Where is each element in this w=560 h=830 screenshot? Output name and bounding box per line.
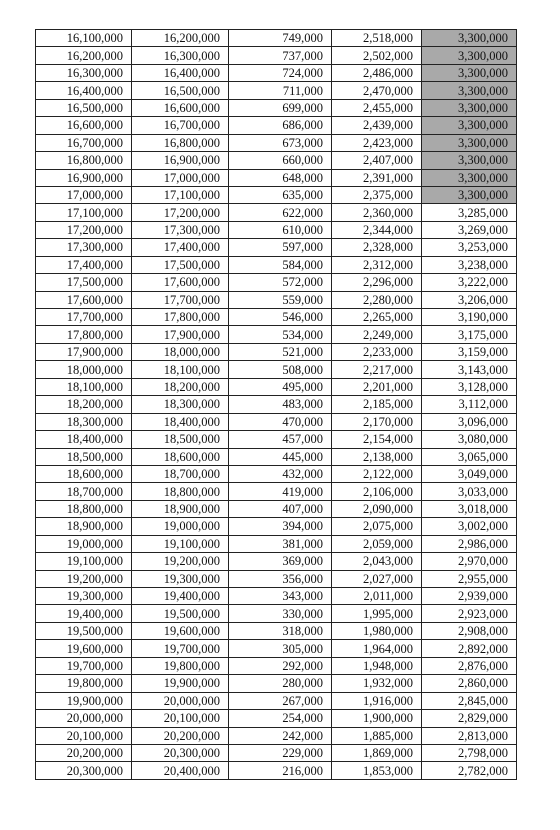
amount-2-cell: 2,296,000 xyxy=(332,274,422,291)
amount-cell: 495,000 xyxy=(229,378,332,395)
amount-cell: 470,000 xyxy=(229,413,332,430)
table-row xyxy=(36,431,517,448)
amount-3-cell: 3,033,000 xyxy=(422,483,517,500)
range-from-cell: 16,800,000 xyxy=(36,152,132,169)
table-row xyxy=(36,553,517,570)
value-table xyxy=(35,29,517,780)
amount-3-cell: 2,908,000 xyxy=(422,622,517,639)
range-to-cell: 20,100,000 xyxy=(132,710,229,727)
amount-3-cell: 2,955,000 xyxy=(422,570,517,587)
amount-3-cell: 3,080,000 xyxy=(422,431,517,448)
range-from-cell: 16,600,000 xyxy=(36,117,132,134)
range-to-cell: 20,200,000 xyxy=(132,727,229,744)
range-from-cell: 16,400,000 xyxy=(36,82,132,99)
range-from-cell: 19,300,000 xyxy=(36,588,132,605)
amount-cell: 267,000 xyxy=(229,692,332,709)
range-from-cell: 18,000,000 xyxy=(36,361,132,378)
range-from-cell: 17,500,000 xyxy=(36,274,132,291)
table-row xyxy=(36,622,517,639)
range-to-cell: 17,100,000 xyxy=(132,186,229,203)
amount-3-cell: 3,300,000 xyxy=(422,82,517,99)
table-row xyxy=(36,588,517,605)
table-row xyxy=(36,692,517,709)
amount-2-cell: 2,344,000 xyxy=(332,221,422,238)
amount-3-cell: 2,829,000 xyxy=(422,710,517,727)
amount-cell: 305,000 xyxy=(229,640,332,657)
range-from-cell: 16,200,000 xyxy=(36,47,132,64)
range-to-cell: 16,900,000 xyxy=(132,152,229,169)
range-from-cell: 17,600,000 xyxy=(36,291,132,308)
amount-3-cell: 3,159,000 xyxy=(422,343,517,360)
amount-cell: 457,000 xyxy=(229,431,332,448)
range-to-cell: 18,300,000 xyxy=(132,396,229,413)
range-to-cell: 17,700,000 xyxy=(132,291,229,308)
amount-2-cell: 1,900,000 xyxy=(332,710,422,727)
amount-cell: 216,000 xyxy=(229,762,332,779)
amount-3-cell: 3,002,000 xyxy=(422,518,517,535)
amount-3-cell: 3,206,000 xyxy=(422,291,517,308)
range-to-cell: 19,400,000 xyxy=(132,588,229,605)
range-to-cell: 18,600,000 xyxy=(132,448,229,465)
range-to-cell: 17,900,000 xyxy=(132,326,229,343)
range-from-cell: 17,200,000 xyxy=(36,221,132,238)
range-from-cell: 19,000,000 xyxy=(36,535,132,552)
amount-2-cell: 2,122,000 xyxy=(332,465,422,482)
table-row xyxy=(36,762,517,779)
amount-cell: 584,000 xyxy=(229,256,332,273)
amount-cell: 622,000 xyxy=(229,204,332,221)
table-row xyxy=(36,500,517,517)
amount-2-cell: 1,980,000 xyxy=(332,622,422,639)
table-row xyxy=(36,326,517,343)
table-row xyxy=(36,186,517,203)
table-row xyxy=(36,535,517,552)
range-from-cell: 20,000,000 xyxy=(36,710,132,727)
amount-3-cell: 3,300,000 xyxy=(422,47,517,64)
range-to-cell: 19,300,000 xyxy=(132,570,229,587)
amount-2-cell: 2,233,000 xyxy=(332,343,422,360)
range-from-cell: 19,400,000 xyxy=(36,605,132,622)
range-from-cell: 19,800,000 xyxy=(36,675,132,692)
table-row xyxy=(36,169,517,186)
range-from-cell: 18,700,000 xyxy=(36,483,132,500)
range-from-cell: 16,100,000 xyxy=(36,30,132,47)
amount-2-cell: 2,170,000 xyxy=(332,413,422,430)
amount-3-cell: 3,238,000 xyxy=(422,256,517,273)
range-from-cell: 20,100,000 xyxy=(36,727,132,744)
table-row xyxy=(36,274,517,291)
table-row xyxy=(36,82,517,99)
range-to-cell: 16,200,000 xyxy=(132,30,229,47)
range-to-cell: 16,700,000 xyxy=(132,117,229,134)
amount-cell: 280,000 xyxy=(229,675,332,692)
table-row xyxy=(36,134,517,151)
amount-cell: 521,000 xyxy=(229,343,332,360)
range-from-cell: 19,200,000 xyxy=(36,570,132,587)
table-row xyxy=(36,413,517,430)
table-row xyxy=(36,518,517,535)
table-row xyxy=(36,30,517,47)
range-from-cell: 19,600,000 xyxy=(36,640,132,657)
table-row xyxy=(36,605,517,622)
amount-cell: 572,000 xyxy=(229,274,332,291)
range-to-cell: 19,000,000 xyxy=(132,518,229,535)
amount-3-cell: 3,143,000 xyxy=(422,361,517,378)
table-body xyxy=(36,30,517,780)
amount-cell: 407,000 xyxy=(229,500,332,517)
amount-3-cell: 3,065,000 xyxy=(422,448,517,465)
amount-2-cell: 2,375,000 xyxy=(332,186,422,203)
amount-2-cell: 1,916,000 xyxy=(332,692,422,709)
range-to-cell: 17,000,000 xyxy=(132,169,229,186)
range-from-cell: 17,000,000 xyxy=(36,186,132,203)
amount-2-cell: 2,075,000 xyxy=(332,518,422,535)
amount-2-cell: 2,312,000 xyxy=(332,256,422,273)
range-to-cell: 18,400,000 xyxy=(132,413,229,430)
table-row xyxy=(36,361,517,378)
range-to-cell: 16,300,000 xyxy=(132,47,229,64)
amount-3-cell: 2,798,000 xyxy=(422,744,517,761)
amount-cell: 381,000 xyxy=(229,535,332,552)
amount-3-cell: 2,782,000 xyxy=(422,762,517,779)
range-from-cell: 17,300,000 xyxy=(36,239,132,256)
amount-3-cell: 3,190,000 xyxy=(422,309,517,326)
table-row xyxy=(36,570,517,587)
range-to-cell: 19,900,000 xyxy=(132,675,229,692)
amount-3-cell: 3,285,000 xyxy=(422,204,517,221)
table-row xyxy=(36,640,517,657)
range-to-cell: 20,400,000 xyxy=(132,762,229,779)
range-to-cell: 17,800,000 xyxy=(132,309,229,326)
amount-2-cell: 2,090,000 xyxy=(332,500,422,517)
amount-2-cell: 2,059,000 xyxy=(332,535,422,552)
amount-3-cell: 3,300,000 xyxy=(422,99,517,116)
range-to-cell: 18,100,000 xyxy=(132,361,229,378)
range-to-cell: 16,600,000 xyxy=(132,99,229,116)
amount-3-cell: 2,860,000 xyxy=(422,675,517,692)
amount-2-cell: 2,455,000 xyxy=(332,99,422,116)
amount-3-cell: 3,300,000 xyxy=(422,30,517,47)
amount-2-cell: 2,217,000 xyxy=(332,361,422,378)
range-from-cell: 20,300,000 xyxy=(36,762,132,779)
amount-2-cell: 2,502,000 xyxy=(332,47,422,64)
amount-2-cell: 2,249,000 xyxy=(332,326,422,343)
amount-cell: 660,000 xyxy=(229,152,332,169)
amount-2-cell: 2,439,000 xyxy=(332,117,422,134)
amount-cell: 546,000 xyxy=(229,309,332,326)
table-row xyxy=(36,396,517,413)
amount-3-cell: 3,300,000 xyxy=(422,64,517,81)
range-to-cell: 20,300,000 xyxy=(132,744,229,761)
range-from-cell: 17,100,000 xyxy=(36,204,132,221)
amount-2-cell: 2,360,000 xyxy=(332,204,422,221)
amount-2-cell: 2,265,000 xyxy=(332,309,422,326)
table-row xyxy=(36,239,517,256)
amount-cell: 356,000 xyxy=(229,570,332,587)
range-from-cell: 19,700,000 xyxy=(36,657,132,674)
range-to-cell: 18,000,000 xyxy=(132,343,229,360)
amount-2-cell: 2,407,000 xyxy=(332,152,422,169)
amount-cell: 635,000 xyxy=(229,186,332,203)
range-to-cell: 18,700,000 xyxy=(132,465,229,482)
amount-cell: 369,000 xyxy=(229,553,332,570)
amount-3-cell: 2,923,000 xyxy=(422,605,517,622)
amount-2-cell: 1,853,000 xyxy=(332,762,422,779)
amount-cell: 508,000 xyxy=(229,361,332,378)
range-to-cell: 19,500,000 xyxy=(132,605,229,622)
table-row xyxy=(36,291,517,308)
table-row xyxy=(36,256,517,273)
amount-cell: 737,000 xyxy=(229,47,332,64)
amount-cell: 419,000 xyxy=(229,483,332,500)
amount-cell: 559,000 xyxy=(229,291,332,308)
range-from-cell: 18,200,000 xyxy=(36,396,132,413)
table-row xyxy=(36,465,517,482)
amount-3-cell: 2,813,000 xyxy=(422,727,517,744)
amount-2-cell: 2,185,000 xyxy=(332,396,422,413)
amount-3-cell: 3,300,000 xyxy=(422,169,517,186)
range-to-cell: 20,000,000 xyxy=(132,692,229,709)
range-to-cell: 17,400,000 xyxy=(132,239,229,256)
table-row xyxy=(36,117,517,134)
amount-3-cell: 3,175,000 xyxy=(422,326,517,343)
amount-cell: 394,000 xyxy=(229,518,332,535)
amount-cell: 254,000 xyxy=(229,710,332,727)
range-from-cell: 17,400,000 xyxy=(36,256,132,273)
amount-3-cell: 3,128,000 xyxy=(422,378,517,395)
amount-2-cell: 2,518,000 xyxy=(332,30,422,47)
amount-cell: 711,000 xyxy=(229,82,332,99)
range-to-cell: 19,600,000 xyxy=(132,622,229,639)
amount-2-cell: 2,201,000 xyxy=(332,378,422,395)
amount-cell: 534,000 xyxy=(229,326,332,343)
range-from-cell: 19,500,000 xyxy=(36,622,132,639)
range-from-cell: 16,700,000 xyxy=(36,134,132,151)
table-row xyxy=(36,309,517,326)
amount-cell: 483,000 xyxy=(229,396,332,413)
amount-3-cell: 3,269,000 xyxy=(422,221,517,238)
amount-2-cell: 2,486,000 xyxy=(332,64,422,81)
range-from-cell: 16,500,000 xyxy=(36,99,132,116)
amount-3-cell: 3,112,000 xyxy=(422,396,517,413)
table-row xyxy=(36,99,517,116)
amount-3-cell: 2,939,000 xyxy=(422,588,517,605)
amount-2-cell: 1,932,000 xyxy=(332,675,422,692)
range-from-cell: 18,500,000 xyxy=(36,448,132,465)
amount-3-cell: 3,300,000 xyxy=(422,117,517,134)
amount-cell: 749,000 xyxy=(229,30,332,47)
amount-cell: 229,000 xyxy=(229,744,332,761)
range-to-cell: 17,600,000 xyxy=(132,274,229,291)
amount-2-cell: 1,995,000 xyxy=(332,605,422,622)
table-row xyxy=(36,657,517,674)
table-row xyxy=(36,744,517,761)
range-from-cell: 19,100,000 xyxy=(36,553,132,570)
range-from-cell: 20,200,000 xyxy=(36,744,132,761)
amount-cell: 699,000 xyxy=(229,99,332,116)
amount-2-cell: 1,885,000 xyxy=(332,727,422,744)
range-to-cell: 16,500,000 xyxy=(132,82,229,99)
amount-cell: 292,000 xyxy=(229,657,332,674)
range-from-cell: 17,700,000 xyxy=(36,309,132,326)
range-from-cell: 18,800,000 xyxy=(36,500,132,517)
table-row xyxy=(36,152,517,169)
range-to-cell: 17,500,000 xyxy=(132,256,229,273)
range-to-cell: 19,100,000 xyxy=(132,535,229,552)
range-from-cell: 18,600,000 xyxy=(36,465,132,482)
amount-3-cell: 2,892,000 xyxy=(422,640,517,657)
amount-3-cell: 3,018,000 xyxy=(422,500,517,517)
amount-2-cell: 2,106,000 xyxy=(332,483,422,500)
amount-2-cell: 2,391,000 xyxy=(332,169,422,186)
amount-2-cell: 2,423,000 xyxy=(332,134,422,151)
amount-2-cell: 1,948,000 xyxy=(332,657,422,674)
amount-cell: 445,000 xyxy=(229,448,332,465)
table-row xyxy=(36,727,517,744)
amount-3-cell: 3,300,000 xyxy=(422,152,517,169)
range-from-cell: 16,900,000 xyxy=(36,169,132,186)
amount-cell: 673,000 xyxy=(229,134,332,151)
range-to-cell: 17,300,000 xyxy=(132,221,229,238)
amount-3-cell: 3,300,000 xyxy=(422,134,517,151)
amount-2-cell: 2,011,000 xyxy=(332,588,422,605)
amount-2-cell: 1,964,000 xyxy=(332,640,422,657)
table-row xyxy=(36,64,517,81)
amount-cell: 330,000 xyxy=(229,605,332,622)
amount-2-cell: 2,280,000 xyxy=(332,291,422,308)
table-row xyxy=(36,448,517,465)
range-to-cell: 19,800,000 xyxy=(132,657,229,674)
amount-2-cell: 1,869,000 xyxy=(332,744,422,761)
range-to-cell: 18,500,000 xyxy=(132,431,229,448)
range-to-cell: 19,700,000 xyxy=(132,640,229,657)
range-to-cell: 16,800,000 xyxy=(132,134,229,151)
range-from-cell: 17,900,000 xyxy=(36,343,132,360)
amount-cell: 648,000 xyxy=(229,169,332,186)
table-row xyxy=(36,710,517,727)
amount-2-cell: 2,138,000 xyxy=(332,448,422,465)
range-from-cell: 18,300,000 xyxy=(36,413,132,430)
amount-cell: 610,000 xyxy=(229,221,332,238)
amount-2-cell: 2,043,000 xyxy=(332,553,422,570)
amount-cell: 597,000 xyxy=(229,239,332,256)
range-to-cell: 16,400,000 xyxy=(132,64,229,81)
amount-3-cell: 3,222,000 xyxy=(422,274,517,291)
amount-3-cell: 2,970,000 xyxy=(422,553,517,570)
range-to-cell: 18,200,000 xyxy=(132,378,229,395)
amount-3-cell: 2,845,000 xyxy=(422,692,517,709)
amount-cell: 432,000 xyxy=(229,465,332,482)
range-from-cell: 19,900,000 xyxy=(36,692,132,709)
amount-3-cell: 2,986,000 xyxy=(422,535,517,552)
amount-cell: 242,000 xyxy=(229,727,332,744)
amount-3-cell: 3,300,000 xyxy=(422,186,517,203)
table-row xyxy=(36,343,517,360)
amount-2-cell: 2,154,000 xyxy=(332,431,422,448)
table-row xyxy=(36,675,517,692)
amount-2-cell: 2,470,000 xyxy=(332,82,422,99)
amount-cell: 724,000 xyxy=(229,64,332,81)
amount-cell: 318,000 xyxy=(229,622,332,639)
amount-cell: 686,000 xyxy=(229,117,332,134)
range-from-cell: 18,900,000 xyxy=(36,518,132,535)
range-from-cell: 17,800,000 xyxy=(36,326,132,343)
amount-2-cell: 2,328,000 xyxy=(332,239,422,256)
amount-2-cell: 2,027,000 xyxy=(332,570,422,587)
range-to-cell: 18,800,000 xyxy=(132,483,229,500)
amount-3-cell: 3,049,000 xyxy=(422,465,517,482)
amount-3-cell: 3,253,000 xyxy=(422,239,517,256)
amount-cell: 343,000 xyxy=(229,588,332,605)
range-from-cell: 18,400,000 xyxy=(36,431,132,448)
range-to-cell: 19,200,000 xyxy=(132,553,229,570)
table-row xyxy=(36,221,517,238)
range-from-cell: 18,100,000 xyxy=(36,378,132,395)
range-from-cell: 16,300,000 xyxy=(36,64,132,81)
range-to-cell: 17,200,000 xyxy=(132,204,229,221)
table-row xyxy=(36,378,517,395)
range-to-cell: 18,900,000 xyxy=(132,500,229,517)
amount-3-cell: 2,876,000 xyxy=(422,657,517,674)
table-row xyxy=(36,47,517,64)
amount-3-cell: 3,096,000 xyxy=(422,413,517,430)
table-row xyxy=(36,483,517,500)
table-row xyxy=(36,204,517,221)
